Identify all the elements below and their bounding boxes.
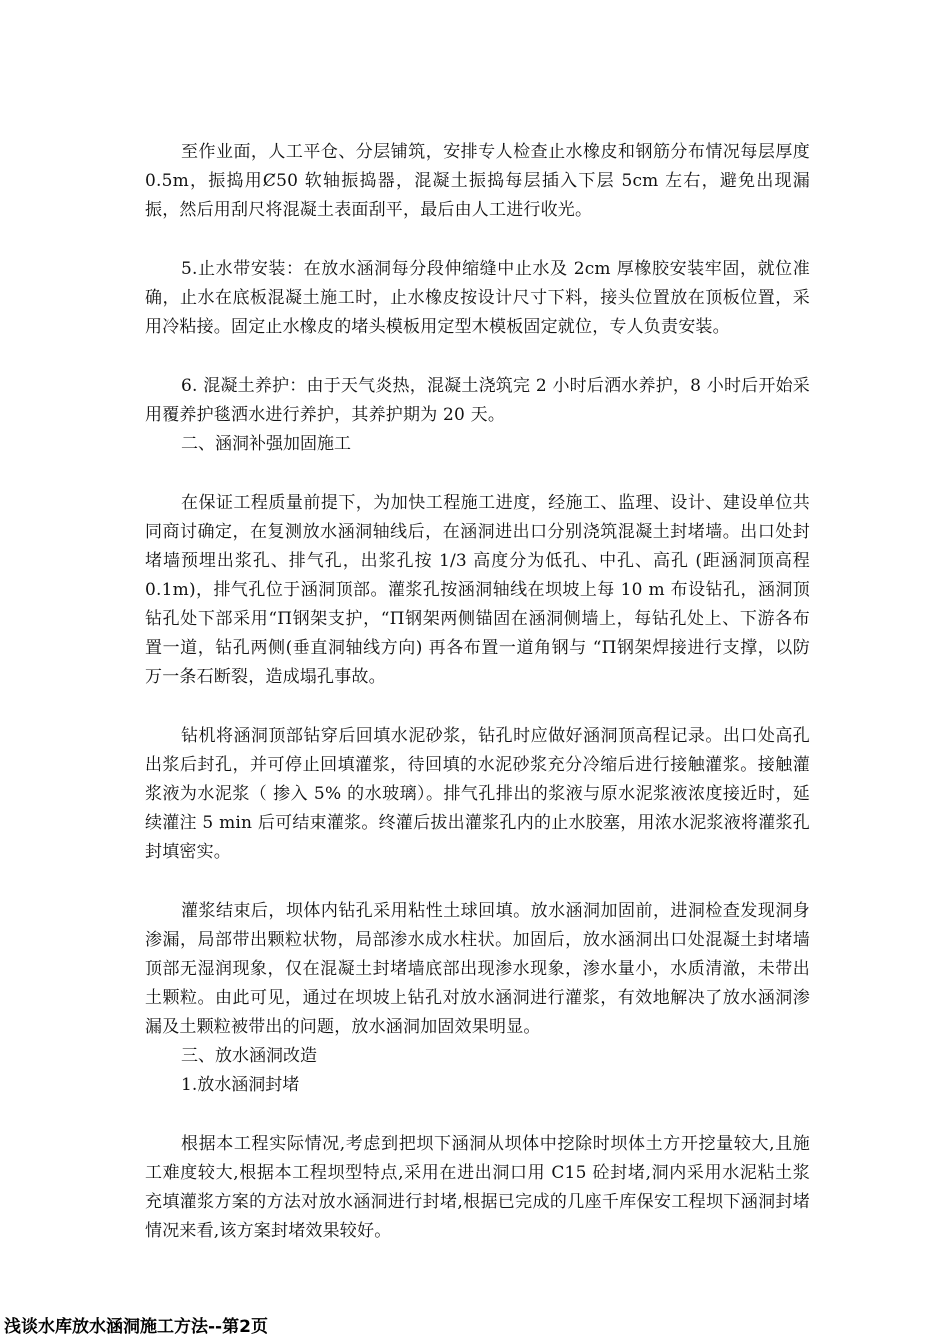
- section-heading-2: 二、涵洞补强加固施工: [181, 434, 351, 454]
- paragraph-reinforcement: 在保证工程质量前提下，为加快工程施工进度，经施工、监理、设计、建设单位共同商讨确定，在复测放水涵洞轴线后，在涵洞进出口分别浇筑混凝土封堵墙。出口处封堵墙预埋出浆孔、排气孔，出浆孔按 1/3 高度分为低孔、中孔、高孔 (距涵洞顶高程 0.1m)，排气孔位于涵洞顶部。灌浆孔按涵洞轴线在坝坡上每 10 m 布设钻孔，涵洞顶钻孔处下部采用“Π钢架支护，“Π钢架两侧锚固在涵洞侧墙上，每钻孔处上、下游各布置一道，钻孔两侧(垂直洞轴线方向) 再各布置一道角钢与 “Π钢架焊接进行支撑，以防万一条石断裂，造成塌孔事故。: [145, 493, 810, 687]
- page-footer: 浅谈水库放水涵洞施工方法--第2页: [4, 1317, 268, 1337]
- paragraph-drilling-grouting: 钻机将涵洞顶部钻穿后回填水泥砂浆，钻孔时应做好涵洞顶高程记录。出口处高孔出浆后封孔，并可停止回填灌浆，待回填的水泥砂浆充分冷缩后进行接触灌浆。接触灌浆液为水泥浆（ 掺入 5% 的水玻璃）。排气孔排出的浆液与原水泥浆液浓度接近时，延续灌注 5 min 后可结束灌浆。终灌后拔出灌浆孔内的止水胶塞，用浓水泥浆液将灌浆孔封填密实。: [145, 726, 810, 862]
- subsection-heading-1: 1.放水涵洞封堵: [181, 1075, 300, 1095]
- paragraph-concrete-pouring: 至作业面，人工平仓、分层铺筑，安排专人检查止水橡皮和钢筋分布情况每层厚度 0.5m，振捣用Ȼ50 软轴振捣器，混凝土振捣每层插入下层 5cm 左右，避免出现漏振，然后用刮尺将混凝土表面刮平，最后由人工进行收光。: [145, 142, 810, 220]
- paragraph-concrete-curing: 6. 混凝土养护：由于天气炎热，混凝土浇筑完 2 小时后洒水养护，8 小时后开始采用覆养护毯洒水进行养护，其养护期为 20 天。: [145, 376, 810, 425]
- section-heading-3: 三、放水涵洞改造: [181, 1046, 317, 1066]
- paragraph-grouting-result: 灌浆结束后，坝体内钻孔采用粘性土球回填。放水涵洞加固前，进洞检查发现洞身渗漏，局部带出颗粒状物，局部渗水成水柱状。加固后，放水涵洞出口处混凝土封堵墙顶部无湿润现象，仅在混凝土封堵墙底部出现渗水现象，渗水量小，水质清澈，未带出土颗粒。由此可见，通过在坝坡上钻孔对放水涵洞进行灌浆，有效地解决了放水涵洞渗漏及土颗粒被带出的问题，放水涵洞加固效果明显。: [145, 901, 810, 1037]
- paragraph-culvert-sealing: 根据本工程实际情况,考虑到把坝下涵洞从坝体中挖除时坝体土方开挖量较大,且施工难度较大,根据本工程坝型特点,采用在进出洞口用 C15 砼封堵,洞内采用水泥粘土浆充填灌浆方案的方法对放水涵洞进行封堵,根据已完成的几座千库保安工程坝下涵洞封堵情况来看,该方案封堵效果较好。: [145, 1134, 810, 1241]
- paragraph-waterstop-install: 5.止水带安装：在放水涵洞每分段伸缩缝中止水及 2cm 厚橡胶安装牢固，就位准确，止水在底板混凝土施工时，止水橡皮按设计尺寸下料，接头位置放在顶板位置，采用冷粘接。固定止水橡皮的堵头模板用定型木模板固定就位，专人负责安装。: [145, 259, 810, 337]
- document-body: [145, 138, 810, 1246]
